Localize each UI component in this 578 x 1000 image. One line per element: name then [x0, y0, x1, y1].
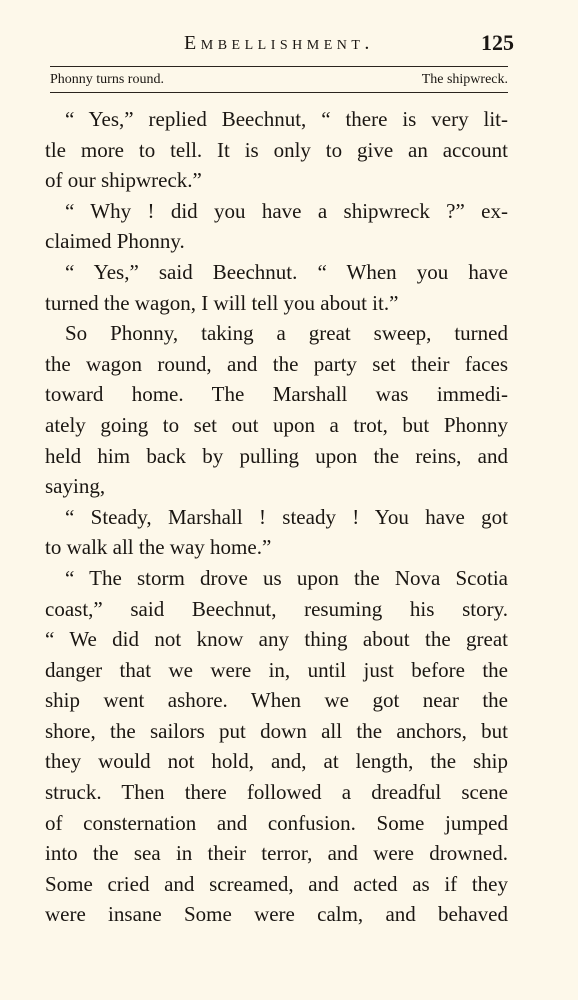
text-line: ship went ashore. When we got near the	[45, 688, 508, 713]
running-head	[44, 32, 514, 60]
text-line: to walk all the way home.”	[45, 535, 272, 560]
text-line: ately going to set out upon a trot, but Phonny	[45, 412, 508, 437]
text-line: “ Yes,” replied Beechnut, “ there is very lit-	[65, 107, 508, 131]
text-line: the wagon round, and the party set their faces	[45, 351, 508, 376]
text-line: saying,	[45, 474, 106, 499]
text-line: they would not hold, and, at length, the ship	[45, 749, 508, 774]
chapter-title: Embellishment.	[184, 32, 374, 54]
text-line: tle more to tell. It is only to give an account	[45, 137, 508, 162]
left-subhead: Phonny turns round.	[50, 72, 164, 87]
right-subhead: The shipwreck.	[421, 72, 508, 87]
text-line: “ Steady, Marshall ! steady ! You have got	[65, 504, 508, 529]
subheads	[50, 72, 508, 92]
text-line: “ Yes,” said Beechnut. “ When you have	[65, 259, 508, 284]
text-line: shore, the sailors put down all the anchors, but	[45, 718, 508, 743]
text-line: danger that we were in, until just before the	[45, 657, 508, 682]
text-line: of consternation and confusion. Some jumped	[45, 810, 508, 835]
page-number: 125	[481, 30, 514, 55]
header-rule-top	[50, 66, 508, 67]
text-line: coast,” said Beechnut, resuming his story.	[45, 596, 508, 621]
text-line: were insane Some were calm, and behaved	[45, 902, 508, 927]
text-line: So Phonny, taking a great sweep, turned	[65, 321, 508, 346]
text-line: turned the wagon, I will tell you about it.”	[45, 290, 399, 315]
text-line: “ We did not know any thing about the great	[45, 627, 508, 652]
header-rule-bottom	[50, 92, 508, 93]
text-line: “ The storm drove us upon the Nova Scotia	[65, 565, 508, 590]
text-line: toward home. The Marshall was immedi-	[45, 382, 508, 407]
text-line: into the sea in their terror, and were drowned.	[45, 841, 508, 866]
text-line: held him back by pulling upon the reins, and	[45, 443, 508, 468]
text-line: “ Why ! did you have a shipwreck ?” ex-	[65, 198, 508, 223]
text-line: struck. Then there followed a dreadful scene	[45, 780, 508, 805]
text-line: claimed Phonny.	[45, 229, 185, 254]
body-text	[45, 104, 508, 930]
text-line: of our shipwreck.”	[45, 168, 202, 193]
text-line: Some cried and screamed, and acted as if they	[45, 871, 508, 896]
